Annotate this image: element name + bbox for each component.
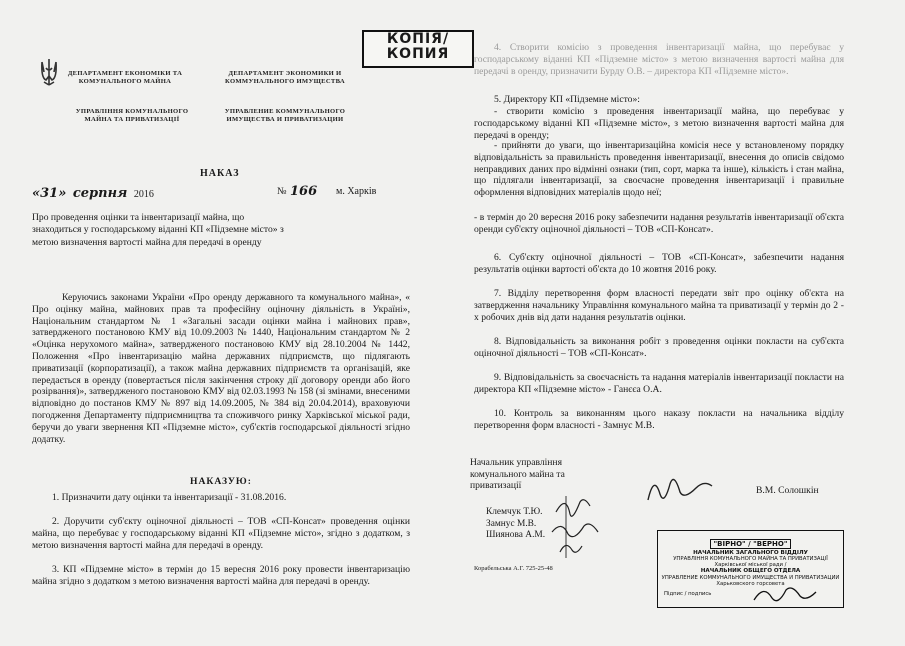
- order-number-prefix: №: [277, 186, 287, 197]
- item-3: 3. КП «Підземне місто» в термін до 15 вересня 2016 року провести інвентаризацію майна згідно з додатком з метою визначення вартості майна для передачі в оренду.: [32, 564, 410, 587]
- item-5-a: - створити комісію з проведення інвентаризації майна, що перебуває у господарському віданні КП «Підземне місто», з метою визначення вартості майна для передачі в оренду;: [474, 106, 844, 141]
- certified-stamp-line2: УПРАВЛІННЯ КОМУНАЛЬНОГО МАЙНА ТА ПРИВАТИЗАЦІЇ: [673, 556, 828, 563]
- stamp-signature-icon: [750, 582, 820, 606]
- certified-stamp-line5: УПРАВЛЕНИЕ КОММУНАЛЬНОГО ИМУЩЕСТВА И ПРИВАТИЗАЦИИ: [661, 574, 840, 581]
- certified-stamp-title: "ВІРНО" / "ВЕРНО": [710, 539, 792, 549]
- item-5-b: - прийняти до уваги, що інвентаризаційна комісія несе у встановленому порядку відповідальність за правильність проведення інвентаризації, внесення до описів свідомо неправдивих даних про відмінні ознаки (тип, сорт, марка та інше), кількість і стан майна, що підлягали інвентаризації, за своєчасне проведення інвентаризації і правильне оформлення відповідних матеріалів щодо неї;: [474, 140, 844, 199]
- item-8: 8. Відповідальність за виконання робіт з проведення оцінки покласти на суб'єкта оціночної діяльності – ТОВ «СП-Консат».: [474, 336, 844, 359]
- copy-stamp: [362, 30, 474, 68]
- copy-stamp-line2: КОПИЯ: [386, 46, 450, 62]
- item-5-c: - в термін до 20 вересня 2016 року забезпечити надання результатів інвентаризації об'єкта оренди суб'єкту оціночної діяльності – ТОВ «СП-Консат».: [474, 212, 844, 235]
- item-2: 2. Доручити суб'єкту оціночної діяльності – ТОВ «СП-Консат» проведення оцінки майна, що перебуває у господарському віданні КП «Підземне місто», згідно з додатком, з метою визначення вартості майна для передачі в оренду.: [32, 516, 410, 551]
- order-number: 166: [290, 184, 318, 199]
- approver-1: Клемчук Т.Ю.: [486, 507, 543, 517]
- nakazuyu-heading: НАКАЗУЮ:: [190, 476, 252, 487]
- certified-stamp-line1: НАЧАЛЬНИК ЗАГАЛЬНОГО ВІДДІЛУ: [693, 550, 808, 556]
- item-6: 6. Суб'єкту оціночної діяльності – ТОВ «СП-Консат», забезпечити надання результатів оцінки вартості об'єкта до 10 жовтня 2016 року.: [474, 252, 844, 275]
- item-9: 9. Відповідальність за своєчасність та надання матеріалів інвентаризації покласти на директора КП «Підземне місто» - Ганєєа О.А.: [474, 372, 844, 395]
- certified-stamp-signature-label: Підпис / подпись: [664, 590, 712, 597]
- upr-ua: УПРАВЛІННЯ КОМУНАЛЬНОГО МАЙНА ТА ПРИВАТИЗАЦІЇ: [75, 108, 189, 123]
- order-dateline: [32, 186, 422, 201]
- order-month: серпня: [72, 186, 128, 201]
- certified-stamp-line6: Харьковского горсовета: [716, 580, 785, 587]
- item-1: 1. Призначити дату оцінки та інвентаризації - 31.08.2016.: [52, 492, 287, 503]
- approver-2: Замнус М.В.: [486, 518, 537, 529]
- dept-ru-top: ДЕПАРТАМЕНТ ЭКОНОМИКИ И КОММУНАЛЬНОГО ИМУЩЕСТВА: [225, 70, 345, 85]
- certified-stamp-line4: НАЧАЛЬНИК ОБЩЕГО ОТДЕЛА: [700, 568, 801, 575]
- head-signature-icon: [640, 470, 720, 510]
- order-title: НАКАЗ: [200, 168, 240, 179]
- item-7: 7. Відділу перетворення форм власності передати звіт про оцінку об'єкта на затвердження начальнику Управління комунального майна та приватизації у термін до 2 - х робочих днів від дати надання результатів оцінки.: [474, 288, 844, 323]
- signatory-name: В.М. Солошкін: [756, 485, 819, 496]
- order-year: 2016: [133, 189, 154, 200]
- order-subject: Про проведення оцінки та інвентаризації майна, що знаходиться у господарському віданні КП «Підземне місто» з метою визначення вартості майна для передачі в оренду: [32, 212, 284, 248]
- item-5-heading: 5. Директору КП «Підземне місто»:: [494, 94, 640, 105]
- order-day: «31»: [32, 186, 67, 201]
- approver-signatures-icon: [546, 492, 616, 562]
- order-city: м. Харків: [336, 186, 377, 197]
- executor-line: Корабельська А.Г. 725-25-48: [474, 565, 553, 572]
- item-4: 4. Створити комісію з проведення інвентаризації майна, що перебуває у господарському віданні КП «Підземне місто» з метою визначення вартості майна для передачі в оренду, призначити Бурду О.В. – директора КП «Підземне місто».: [474, 42, 844, 77]
- certified-stamp-line3: Харківської міської ради /: [714, 562, 787, 569]
- upr-ru: УПРАВЛЕНИЕ КОММУНАЛЬНОГО ИМУЩЕСТВА И ПРИВАТИЗАЦИИ: [224, 108, 346, 123]
- copy-stamp-line1: КОПІЯ/: [386, 31, 450, 47]
- dept-ua-top: ДЕПАРТАМЕНТ ЕКОНОМІКИ ТА КОМУНАЛЬНОГО МАЙНА: [67, 70, 183, 85]
- signatory-position: Начальник управління комунального майна та приватизації: [470, 457, 565, 492]
- item-10: 10. Контроль за виконанням цього наказу покласти на начальника відділу перетворення форм власності - Замнус М.В.: [474, 408, 844, 431]
- approver-3: Шиянова А.М.: [486, 530, 546, 541]
- ukraine-trident-icon: [38, 58, 60, 88]
- preamble: Керуючись законами України «Про оренду державного та комунального майна», « Про оцінку майна, майнових прав та професійну оціночну діяльність в Україні», Національним стандартом № 1 «Загальні засади оцінки майна і майнових прав», затвердженого постановою КМУ від 10.09.2003 № 1440, Національним стандартом № 2 «Оцінка нерухомого майна», затвердженого постановою КМУ від 28.10.2004 № 1442, Положення «Про інвентаризацію майна державних підприємств, що підлягають приватизації (корпоратизації), а також майна державних підприємств та організацій, яке передається в оренду (повертається після закінчення строку дії договору оренди або його розірвання)», затвердженого постановою КМУ від 02.03.1993 № 158 (зі змінами, внесеними відповідно до постанов КМУ № 897 від 14.09.2005, № 384 від 20.04.2014), враховуючи погодження Департаменту підприємництва та споживчого ринку Харківської міської ради, беручи до уваги звернення КП «Підземне місто», суб'єктів господарської діяльності згідно додатку.: [32, 292, 410, 445]
